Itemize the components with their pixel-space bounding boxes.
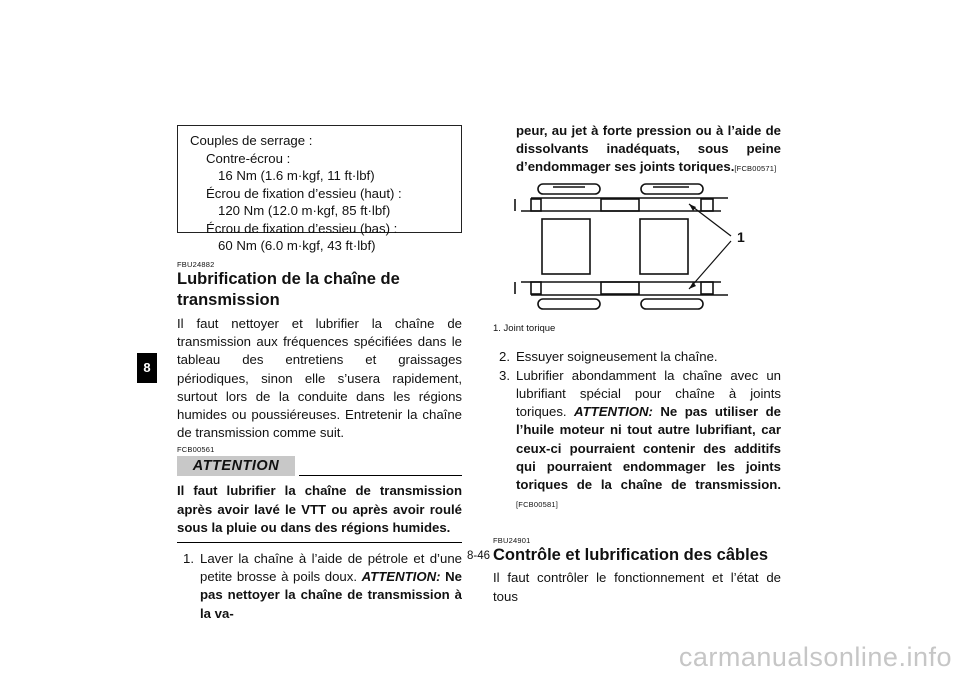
step-code: [FCB00581] — [516, 500, 559, 510]
step-continuation — [493, 122, 781, 179]
section-paragraph: Il faut contrôler le fonctionnement et l’état de tous — [493, 570, 781, 604]
attention-rule — [299, 475, 462, 476]
step-attention-label: ATTENTION: — [361, 569, 441, 585]
torque-heading: Couples de serrage : — [190, 133, 313, 148]
step-attention-text: Ne pas nettoyer la chaîne de transmission à la va- — [200, 569, 462, 621]
torque-item-value: 16 Nm (1.6 m·kgf, 11 ft·lbf) — [218, 168, 375, 183]
step-number: 1. — [183, 551, 194, 567]
torque-item-value: 120 Nm (12.0 m·kgf, 85 ft·lbf) — [218, 203, 391, 218]
step-item — [177, 550, 462, 623]
section-title: Lubrification de la chaîne de transmission — [177, 270, 400, 309]
step-text: Lubrifier abondamment la chaîne avec un lubrifiant spécial pour chaîne à joints toriques. — [516, 367, 781, 420]
step-text: Laver la chaîne à l’aide de pétrole et d’une petite brosse à poils doux. — [200, 551, 462, 585]
torque-specs-box — [177, 125, 462, 253]
watermark: carmanualsonline.info — [678, 642, 952, 672]
callout-number: 1 — [737, 228, 745, 245]
attention-text: Il faut lubrifier la chaîne de transmission après avoir lavé le VTT ou après avoir roulé sous la pluie ou dans des régions humides. — [177, 483, 462, 535]
step-text: Essuyer soigneusement la chaîne. — [516, 348, 718, 364]
section-paragraph: Il faut nettoyer et lubrifier la chaîne de transmission aux fréquences spécifiées dans le tableau des entretiens et graissages périodiques, sinon elle s’usera rapidement, surtout lors de la conduite dans les régions humides ou poussiéreuses. Entretenir la chaîne de transmission comme suit. — [177, 316, 462, 441]
torque-item-label: Contre-écrou : — [206, 150, 291, 166]
step-number: 3. — [499, 367, 510, 383]
step-code: [FCB00571] — [734, 164, 777, 174]
step-item — [493, 367, 781, 515]
figure-caption: 1. Joint torique — [493, 322, 556, 334]
step-attention-text: Ne pas utiliser de l’huile moteur ni tout autre lubrifiant, car ceux-ci pourraient contenir des additifs qui pourraient endommager les joints toriques de la chaîne de transmission. — [516, 404, 781, 493]
chapter-tab: 8 — [137, 353, 157, 383]
section-title: Contrôle et lubrification des câbles — [493, 546, 769, 565]
page-number: 8-46 — [467, 550, 491, 562]
attention-code: FCB00561 — [177, 445, 215, 455]
step-item — [493, 348, 781, 366]
step-attention-text: peur, au jet à forte pression ou à l’aide de dissolvants inadéquats, sous peine d’endommager ses joints toriques. — [516, 123, 781, 175]
torque-item-label: Écrou de fixation d’essieu (bas) : — [206, 220, 398, 236]
step-attention-label: ATTENTION: — [574, 404, 653, 420]
step-number: 2. — [499, 348, 510, 364]
section-code: FBU24901 — [493, 536, 531, 546]
right-column — [493, 125, 781, 606]
section-code: FBU24882 — [177, 260, 215, 269]
chain-illustration — [493, 181, 781, 319]
attention-header — [177, 456, 462, 478]
left-column — [177, 125, 462, 623]
torque-item-label: Écrou de fixation d’essieu (haut) : — [206, 185, 402, 201]
torque-item-value: 60 Nm (6.0 m·kgf, 43 ft·lbf) — [218, 238, 376, 253]
attention-label: ATTENTION — [177, 456, 295, 476]
chain-diagram — [493, 181, 781, 319]
